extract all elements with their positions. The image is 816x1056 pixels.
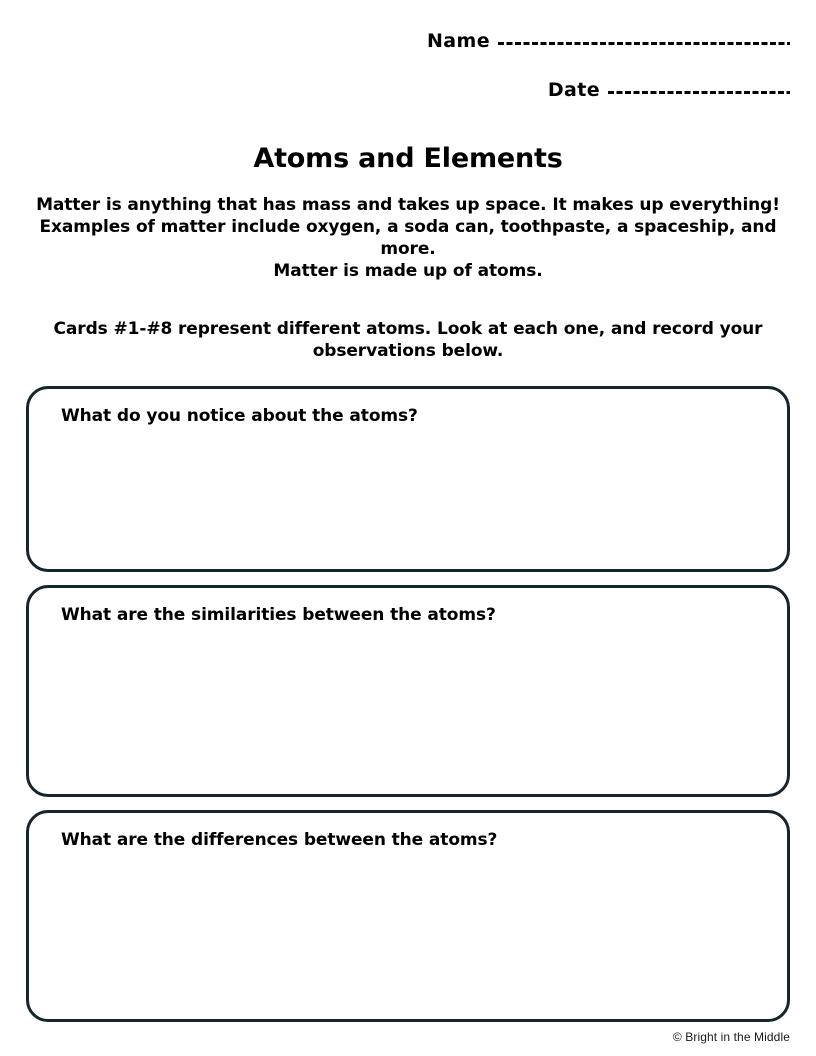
response-box-3[interactable] (26, 810, 790, 1022)
name-write-in-line[interactable] (498, 42, 790, 45)
page-title: Atoms and Elements (253, 143, 563, 174)
name-field-row (0, 30, 816, 52)
matter-subline: Matter is made up of atoms. (273, 261, 543, 281)
response-box-2-question: What are the similarities between the atoms? (61, 605, 496, 625)
response-box-1[interactable] (26, 386, 790, 572)
date-write-in-line[interactable] (608, 91, 790, 94)
date-label: Date (547, 79, 600, 101)
name-label: Name (426, 30, 490, 52)
footer-credit: © Bright in the Middle (672, 1030, 790, 1044)
instructions-text: Cards #1-#8 represent different atoms. Look at each one, and record your observations below. (53, 319, 763, 361)
response-box-2[interactable] (26, 585, 790, 797)
intro-paragraph: Matter is anything that has mass and takes up space. It makes up everything! Examples of matter include oxygen, a soda can, toothpaste, a spaceship, and more. (36, 195, 780, 259)
response-box-1-question: What do you notice about the atoms? (61, 406, 418, 426)
response-box-3-question: What are the differences between the atoms? (61, 830, 498, 850)
header-fields (0, 30, 816, 101)
date-field-row (0, 79, 816, 101)
